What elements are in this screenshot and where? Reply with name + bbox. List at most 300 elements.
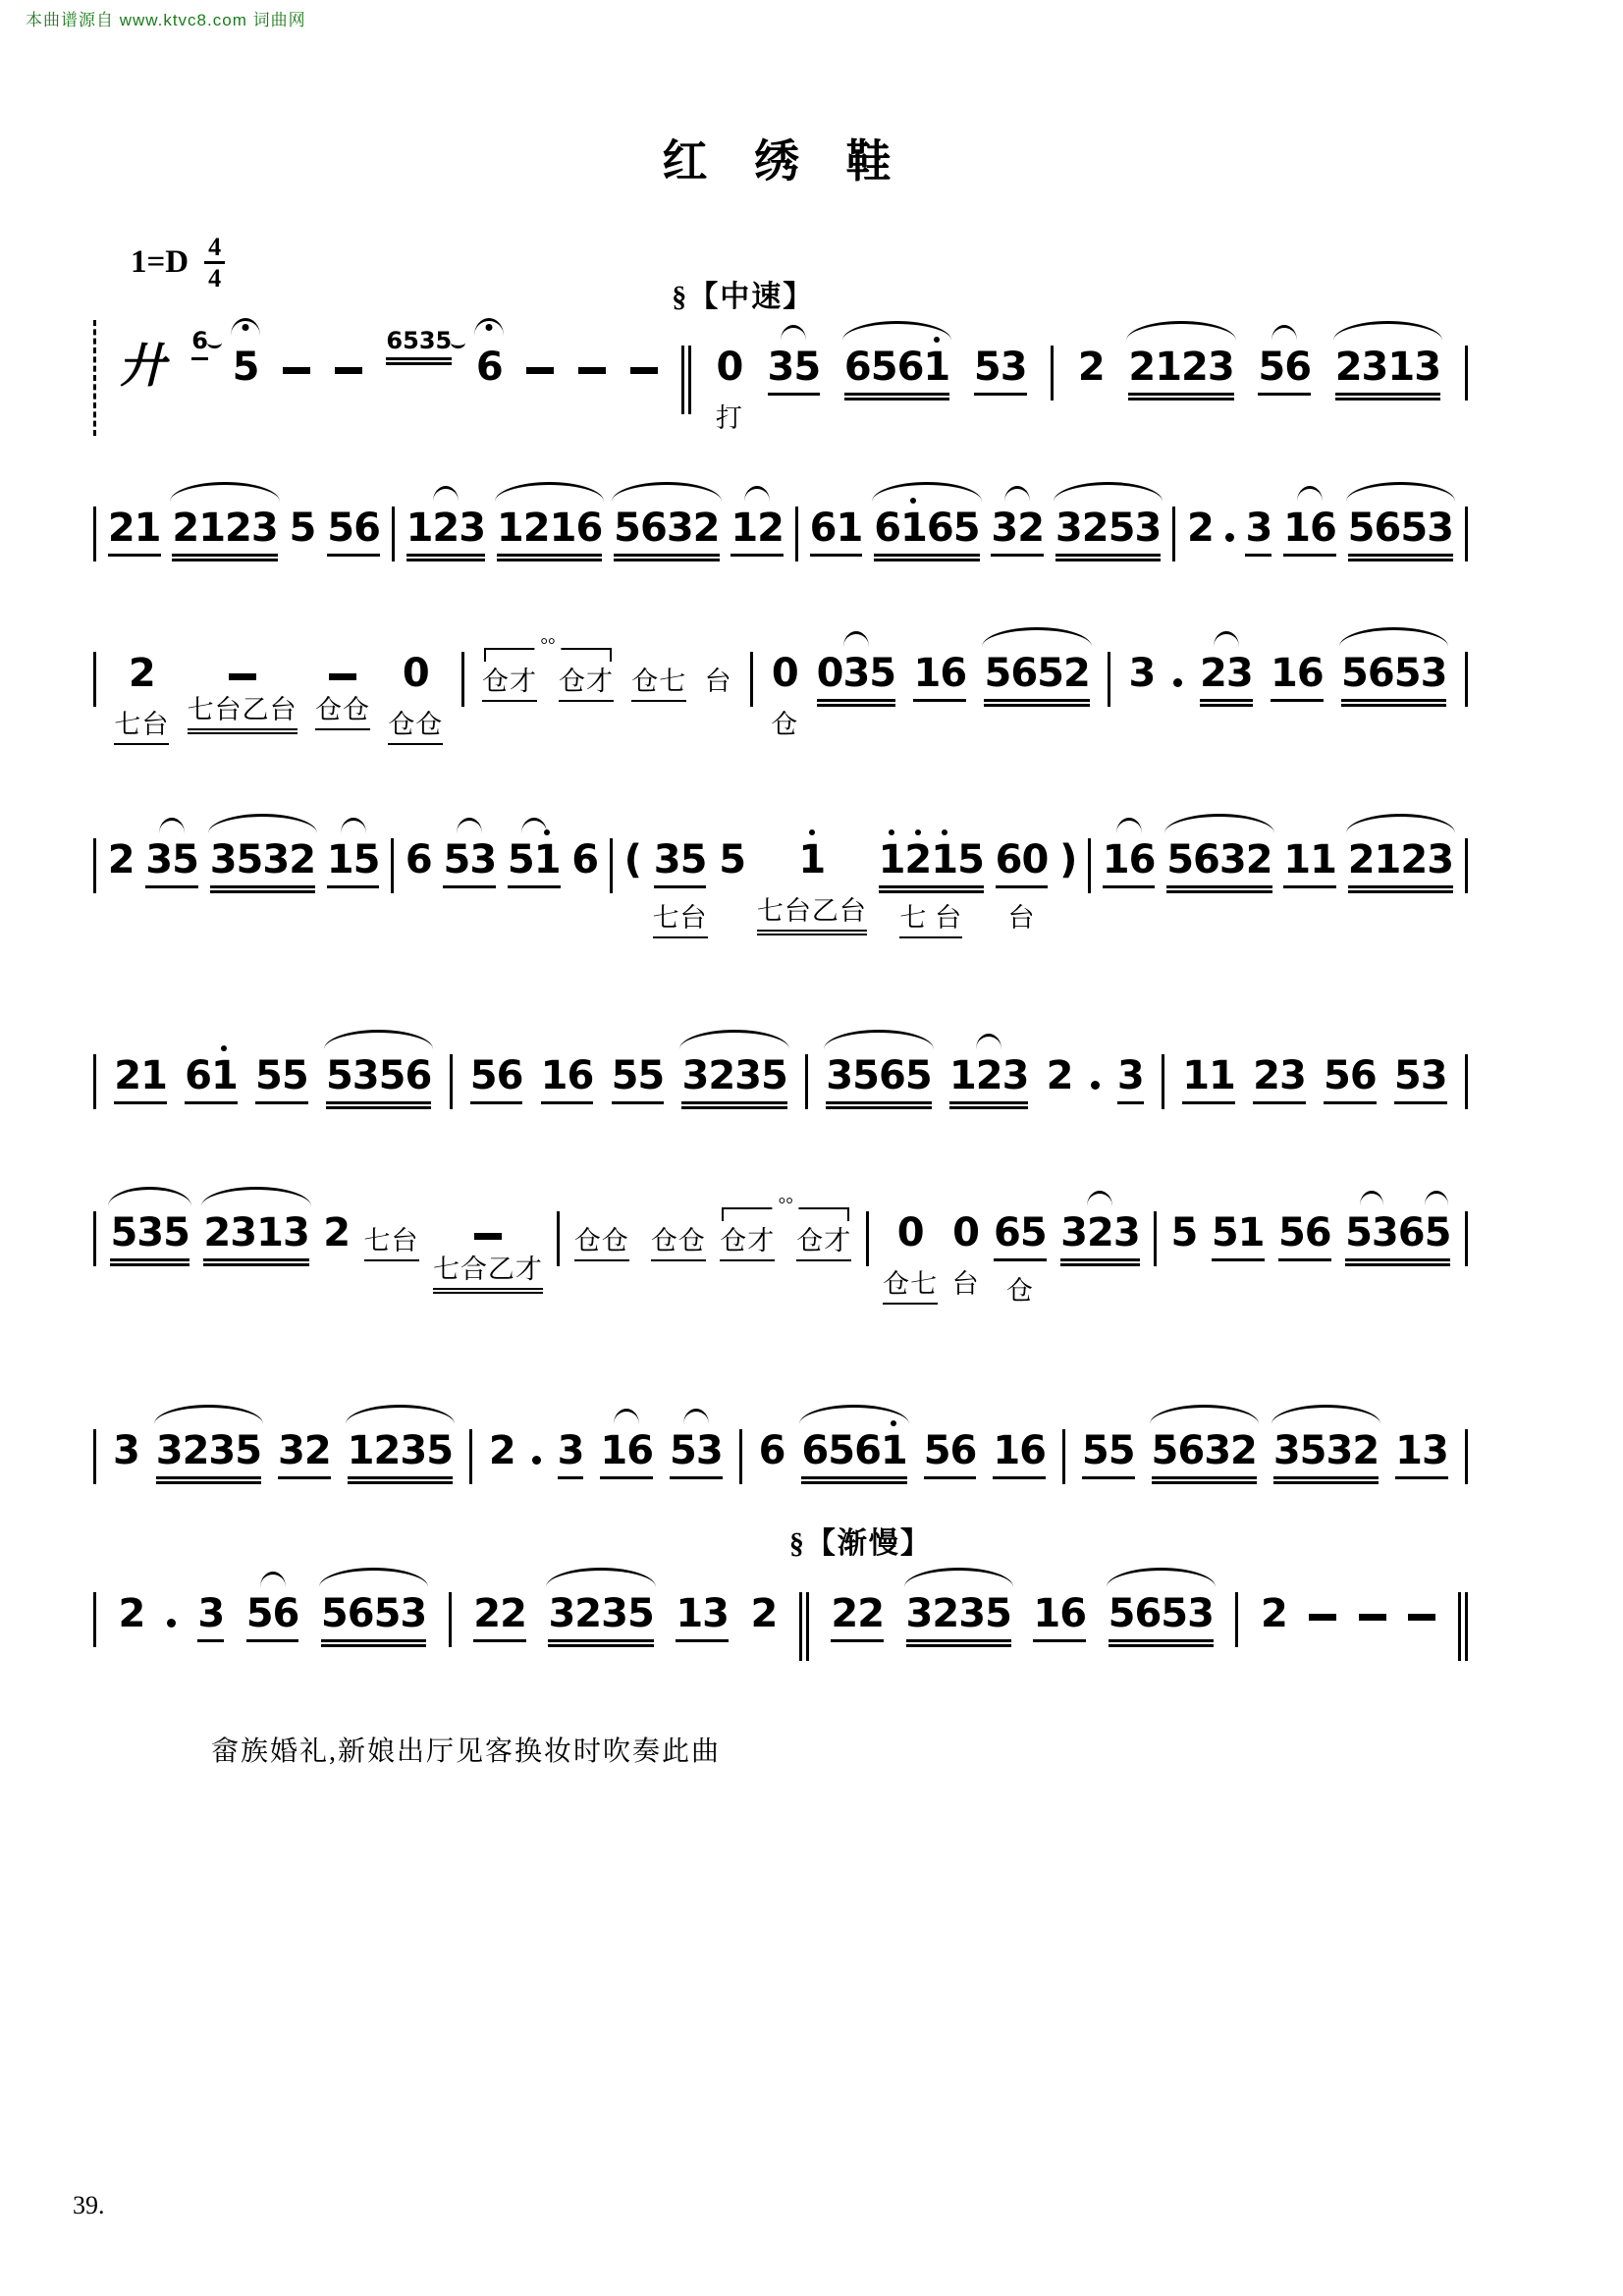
note-digit: 2 xyxy=(373,1428,401,1473)
note-digit: 5 xyxy=(1277,1210,1305,1255)
note-group xyxy=(548,1592,653,1642)
note-digit: 2 xyxy=(303,1428,331,1473)
barline xyxy=(1062,1429,1065,1484)
note-group xyxy=(278,1429,331,1479)
note-digit: 2 xyxy=(904,837,932,882)
note-digit: 1 xyxy=(347,1428,374,1473)
note-digit: 1 xyxy=(1209,1053,1235,1098)
note-digit: 5 xyxy=(761,1053,787,1098)
note-group xyxy=(1212,1211,1265,1261)
percussion-group xyxy=(482,652,614,702)
note-digit: 6 xyxy=(185,1053,211,1098)
note-group xyxy=(1128,346,1233,396)
percussion-group xyxy=(720,1211,851,1261)
note-digit: 6 xyxy=(1367,651,1394,696)
note-digit: 1 xyxy=(1102,837,1129,882)
note-digit: 2 xyxy=(1260,1591,1287,1636)
sustain-dash xyxy=(526,346,554,374)
note-digit: 5 xyxy=(1299,1428,1326,1473)
note-digit: 3 xyxy=(1420,651,1447,696)
tie-arc xyxy=(433,486,459,502)
note-group xyxy=(558,1429,584,1479)
note-digit: 1 xyxy=(134,506,161,551)
note-digit: 3 xyxy=(1207,345,1234,390)
dash-mark xyxy=(335,367,362,374)
note-group xyxy=(844,346,949,396)
slur-arc xyxy=(1271,1405,1380,1424)
note-digit: 2 xyxy=(114,1053,141,1098)
note-digit: 1 xyxy=(540,1053,568,1098)
percussion-syllable: 仓才 xyxy=(796,1227,851,1261)
note-digit: 6 xyxy=(475,345,503,390)
tie-arc xyxy=(260,1572,286,1587)
note-group xyxy=(1103,838,1156,888)
note-group xyxy=(443,838,496,888)
note-digit: 5 xyxy=(952,506,980,551)
note-digit: 6 xyxy=(1128,837,1156,882)
note-digit: 3 xyxy=(1116,1053,1144,1098)
note-digit: 2 xyxy=(1046,1053,1073,1098)
note-digit: 1 xyxy=(913,651,941,696)
key-tonality: 1=D xyxy=(131,244,189,281)
note-digit: 5 xyxy=(1170,1210,1198,1255)
note-digit: 3 xyxy=(197,1591,225,1636)
note-digit: 2 xyxy=(1200,651,1226,696)
sustain-dash xyxy=(578,346,606,374)
note-digit: 1 xyxy=(676,1591,703,1636)
slur-arc xyxy=(201,1187,310,1206)
barline xyxy=(557,1211,560,1266)
note-group xyxy=(489,1429,515,1472)
note-digit: 2 xyxy=(225,506,251,551)
note-digit: 3 xyxy=(702,1591,729,1636)
note-digit: 1 xyxy=(923,345,950,390)
note-group xyxy=(974,346,1027,396)
note-digit: 5 xyxy=(828,1428,855,1473)
note-group xyxy=(1187,507,1214,550)
note-digit: 2 xyxy=(1253,1053,1279,1098)
note-digit: 1 xyxy=(1387,345,1415,390)
note-digit: 2 xyxy=(182,1428,209,1473)
slur-arc xyxy=(1107,1568,1216,1587)
tie-arc xyxy=(1087,1191,1112,1206)
note-group xyxy=(114,652,169,745)
barline xyxy=(1465,652,1468,707)
note-group xyxy=(497,507,602,557)
sustain-dash xyxy=(1309,1592,1336,1621)
note-digit: 3 xyxy=(991,506,1018,551)
note-digit: 5 xyxy=(236,837,263,882)
note-group xyxy=(326,1054,431,1104)
note-digit: 3 xyxy=(1325,1428,1353,1473)
music-line-5 xyxy=(93,1054,1468,1109)
tie-arc xyxy=(1214,631,1239,647)
note-digit: 0 xyxy=(402,651,429,696)
note-digit: 6 xyxy=(995,837,1022,882)
note-group xyxy=(1033,1592,1086,1642)
barline xyxy=(1172,507,1175,561)
note-digit: 6 xyxy=(191,327,208,354)
note-digit: 5 xyxy=(1081,1428,1109,1473)
note-group xyxy=(1078,346,1105,389)
note-digit: 6 xyxy=(567,1053,594,1098)
note-group xyxy=(991,507,1044,557)
time-signature xyxy=(204,234,225,293)
note-group xyxy=(984,652,1089,702)
note-group xyxy=(1324,1054,1377,1104)
note-digit: 1 xyxy=(549,506,576,551)
double-barline xyxy=(672,281,815,414)
note-digit: 5 xyxy=(904,1053,932,1098)
note-digit: 3 xyxy=(905,1591,933,1636)
note-group xyxy=(831,1592,884,1642)
note-digit: 3 xyxy=(400,1591,427,1636)
percussion-syllable: 仓七 xyxy=(631,667,686,702)
note-digit: 6 xyxy=(1309,506,1336,551)
note-digit: 6 xyxy=(896,345,924,390)
note-digit: 2 xyxy=(473,1591,501,1636)
note-group xyxy=(1394,1054,1447,1104)
note-digit: 5 xyxy=(1161,1591,1188,1636)
note-group xyxy=(1273,1429,1379,1479)
note-group xyxy=(994,1211,1047,1307)
note-digit: 6 xyxy=(758,1428,785,1473)
note-group xyxy=(476,346,503,389)
note-digit: 2 xyxy=(1230,1428,1257,1473)
note-digit: 6 xyxy=(926,506,953,551)
note-group xyxy=(751,1592,778,1635)
note-digit: 5 xyxy=(1108,1591,1135,1636)
note-digit: 1 xyxy=(326,837,353,882)
augmentation-dot xyxy=(167,1592,176,1628)
note-digit: 3 xyxy=(1112,1210,1140,1255)
percussion-syllable: 台 xyxy=(1007,903,1036,933)
note-group xyxy=(255,1054,308,1104)
note-digit: 2 xyxy=(107,506,135,551)
note-digit: 5 xyxy=(852,1053,879,1098)
note-digit: 3 xyxy=(208,1428,236,1473)
percussion-group xyxy=(574,1211,706,1261)
barline xyxy=(93,1429,96,1484)
note-group xyxy=(541,1054,594,1104)
slur-arc xyxy=(170,482,279,502)
slur-arc xyxy=(346,1405,455,1424)
barline xyxy=(866,1211,869,1266)
note-digit: 5 xyxy=(626,1591,654,1636)
note-group xyxy=(1059,838,1076,881)
note-group xyxy=(952,1211,980,1300)
note-digit: 2 xyxy=(857,1591,885,1636)
note-digit: 3 xyxy=(666,506,693,551)
note-digit: 1 xyxy=(1395,1428,1422,1473)
note-group xyxy=(191,328,208,360)
note-digit: 1 xyxy=(600,1428,627,1473)
note-digit: 5 xyxy=(957,837,984,882)
note-digit: 5 xyxy=(507,837,534,882)
note-group xyxy=(716,346,743,434)
note-digit: 1 xyxy=(198,506,226,551)
note-digit: 6 xyxy=(405,837,432,882)
note-digit: 3 xyxy=(1000,345,1027,390)
note-digit: 2 xyxy=(1181,345,1208,390)
note-group xyxy=(1283,507,1336,557)
note-digit: 3 xyxy=(1218,837,1246,882)
note-group xyxy=(571,838,598,881)
note-digit: 6 xyxy=(1177,1428,1205,1473)
barline xyxy=(93,838,96,893)
dot-mark xyxy=(532,1456,541,1465)
key-signature xyxy=(131,234,225,293)
note-digit: 5 xyxy=(984,651,1011,696)
note-digit: 5 xyxy=(1393,651,1421,696)
note-digit: 5 xyxy=(281,1053,308,1098)
slur-arc xyxy=(1333,321,1442,341)
note-digit: 6 xyxy=(1059,1591,1087,1636)
note-group xyxy=(1166,838,1271,888)
note-group xyxy=(993,1429,1046,1479)
note-group xyxy=(574,1211,629,1261)
note-digit: 1 xyxy=(1237,1210,1265,1255)
percussion-syllable: 仓仓 xyxy=(315,696,370,730)
note-group xyxy=(676,1592,729,1642)
note-digit: 6 xyxy=(353,506,380,551)
barline xyxy=(1465,1429,1468,1484)
slur-arc xyxy=(1346,814,1455,833)
barline xyxy=(795,507,798,561)
note-group xyxy=(1395,1429,1448,1479)
note-group xyxy=(757,838,867,932)
note-group xyxy=(681,1054,786,1104)
note-digit: 5 xyxy=(637,1053,665,1098)
percussion-syllable: 七台乙台 xyxy=(188,696,298,730)
note-digit: 6 xyxy=(405,1053,432,1098)
slur-arc xyxy=(108,1187,191,1206)
note-group xyxy=(1345,1211,1450,1261)
dash-mark xyxy=(578,367,606,374)
tie-arc xyxy=(457,818,482,833)
note-group xyxy=(1245,507,1271,557)
note-group xyxy=(108,507,161,557)
note-digit: 2 xyxy=(128,651,155,696)
note-digit: 6 xyxy=(1134,1591,1162,1636)
note-digit: 1 xyxy=(1374,837,1401,882)
note-digit: 3 xyxy=(209,837,237,882)
note-digit: 2 xyxy=(107,837,135,882)
dot-mark xyxy=(167,1619,176,1628)
note-group xyxy=(883,1211,938,1305)
note-digit: 3 xyxy=(459,506,486,551)
note-digit: 5 xyxy=(232,345,259,390)
slur-arc xyxy=(154,1405,263,1424)
note-digit: 1 xyxy=(533,837,561,882)
note-digit: 1 xyxy=(1155,345,1182,390)
dash-mark xyxy=(630,367,658,374)
slur-arc xyxy=(679,1030,788,1049)
slur-arc xyxy=(546,1568,655,1587)
augmentation-dot xyxy=(1091,1054,1100,1090)
note-digit: 6 xyxy=(940,651,967,696)
note-digit: 6 xyxy=(1010,651,1038,696)
note-group xyxy=(730,507,784,557)
note-digit: 5 xyxy=(403,327,419,354)
barline xyxy=(93,1211,96,1266)
note-digit: 1 xyxy=(931,837,958,882)
note-digit: 6 xyxy=(994,1210,1020,1255)
note-digit: 5 xyxy=(1393,1053,1421,1098)
barline xyxy=(1465,507,1468,561)
note-digit: 6 xyxy=(801,1428,829,1473)
note-digit: 5 xyxy=(435,327,453,354)
note-digit: 3 xyxy=(548,1591,575,1636)
note-digit: 3 xyxy=(278,1428,304,1473)
note-group xyxy=(110,1211,189,1261)
note-digit: 0 xyxy=(771,651,798,696)
note-group xyxy=(246,1592,299,1642)
note-digit: 3 xyxy=(136,1210,164,1255)
slur-arc xyxy=(612,482,721,502)
note-digit: 1 xyxy=(730,506,758,551)
note-digit: 5 xyxy=(679,837,707,882)
note-group xyxy=(1348,507,1453,557)
music-line-3 xyxy=(93,652,1468,745)
note-group xyxy=(624,838,641,881)
note-group xyxy=(1271,652,1324,702)
tie-arc xyxy=(1345,1191,1450,1203)
note-digit: 1 xyxy=(993,1428,1020,1473)
note-group xyxy=(473,1592,526,1642)
note-group xyxy=(470,1054,523,1104)
note-digit: 2 xyxy=(522,506,550,551)
note-digit: 1 xyxy=(948,1053,976,1098)
percussion-syllable: 仓仓 xyxy=(388,711,443,745)
note-digit: 2 xyxy=(118,1591,145,1636)
music-line-7 xyxy=(93,1429,1468,1484)
barline xyxy=(805,1054,808,1109)
barline xyxy=(610,838,613,893)
note-digit: 6 xyxy=(1374,506,1401,551)
note-digit: 2 xyxy=(1186,506,1214,551)
tie-arc xyxy=(744,486,770,502)
note-digit: 5 xyxy=(1151,1428,1178,1473)
slur-arc xyxy=(1150,1405,1259,1424)
percussion-syllable: 仓才 xyxy=(482,667,537,702)
note-group xyxy=(108,838,135,881)
note-digit: 2 xyxy=(692,506,720,551)
note-digit: 1 xyxy=(878,837,905,882)
slur-arc xyxy=(1164,814,1273,833)
note-digit: 3 xyxy=(1134,506,1162,551)
percussion-syllable: 七合乙才 xyxy=(433,1255,543,1290)
sustain-dash xyxy=(283,346,310,374)
note-digit: 3 xyxy=(1272,1428,1300,1473)
double-barline xyxy=(788,1527,932,1661)
note-digit: 3 xyxy=(958,1591,986,1636)
note-digit: 2 xyxy=(1017,506,1045,551)
note-digit: 2 xyxy=(323,1210,351,1255)
note-group xyxy=(323,1211,350,1255)
note-group xyxy=(210,838,315,888)
note-group xyxy=(172,507,277,557)
music-line-2 xyxy=(93,507,1468,561)
note-digit: 5 xyxy=(255,1053,282,1098)
note-digit: 5 xyxy=(1019,1210,1047,1255)
note-digit: 2 xyxy=(831,1591,858,1636)
note-digit: 2 xyxy=(1347,837,1375,882)
note-digit: 3 xyxy=(418,327,436,354)
page-number: 39. xyxy=(73,2191,105,2219)
sustain-dash xyxy=(433,1211,543,1290)
note-group xyxy=(406,838,432,881)
note-digit: 3 xyxy=(400,1428,427,1473)
tie-arc xyxy=(614,1409,639,1424)
note-digit: 5 xyxy=(611,1053,638,1098)
note-digit: 6 xyxy=(496,1053,523,1098)
note-digit: 2 xyxy=(1086,1210,1113,1255)
slur-arc xyxy=(324,1030,433,1049)
note-digit: 6 xyxy=(575,506,603,551)
note-digit: 3 xyxy=(681,1053,709,1098)
note-digit: 2 xyxy=(1128,345,1156,390)
note-digit: 2 xyxy=(1334,345,1362,390)
barline xyxy=(93,652,96,707)
barline xyxy=(391,838,394,893)
note-digit: 2 xyxy=(488,1428,515,1473)
note-digit: 2 xyxy=(574,1591,602,1636)
note-group xyxy=(348,1429,453,1479)
note-group xyxy=(119,1592,145,1635)
note-digit: 5 xyxy=(327,506,354,551)
note-group xyxy=(631,652,686,702)
note-digit: 0 xyxy=(952,1210,979,1255)
music-line-6 xyxy=(93,1211,1468,1307)
note-group xyxy=(156,1429,261,1479)
note-digit: 5 xyxy=(1341,651,1368,696)
slur-arc xyxy=(1126,321,1235,341)
note-digit: 5 xyxy=(426,1428,454,1473)
note-group xyxy=(1182,1054,1235,1104)
note-digit: 5 xyxy=(172,837,198,882)
note-digit: 3 xyxy=(767,345,794,390)
note-digit: 5 xyxy=(1345,1210,1372,1255)
note-digit: 5 xyxy=(923,1428,950,1473)
barline xyxy=(1088,838,1091,893)
percussion-syllable: 七 台 xyxy=(899,904,962,938)
note-digit: 3 xyxy=(842,651,870,696)
note-group xyxy=(386,328,452,360)
slur-arc xyxy=(904,1568,1013,1587)
barline xyxy=(1465,1211,1468,1266)
song-title: 红 绣 鞋 xyxy=(662,136,909,187)
note-digit: 1 xyxy=(1310,837,1336,882)
note-group xyxy=(817,652,896,702)
note-digit: 5 xyxy=(985,1591,1011,1636)
augmentation-dot xyxy=(1225,507,1234,542)
dash-mark xyxy=(474,1233,502,1240)
note-digit: 1 xyxy=(210,1053,238,1098)
note-digit: 1 xyxy=(1283,837,1311,882)
note-digit: 3 xyxy=(1421,1428,1448,1473)
note-digit: 1 xyxy=(880,1428,907,1473)
time-signature-denominator: 4 xyxy=(208,264,222,294)
note-group xyxy=(1258,346,1311,396)
note-digit: 3 xyxy=(1427,506,1453,551)
note-digit: 1 xyxy=(798,837,826,882)
percussion-syllable: 打 xyxy=(715,403,743,433)
barline xyxy=(1235,1592,1238,1647)
note-digit: 6 xyxy=(1284,345,1312,390)
slur-arc xyxy=(208,814,317,833)
note-group xyxy=(1060,1211,1140,1261)
